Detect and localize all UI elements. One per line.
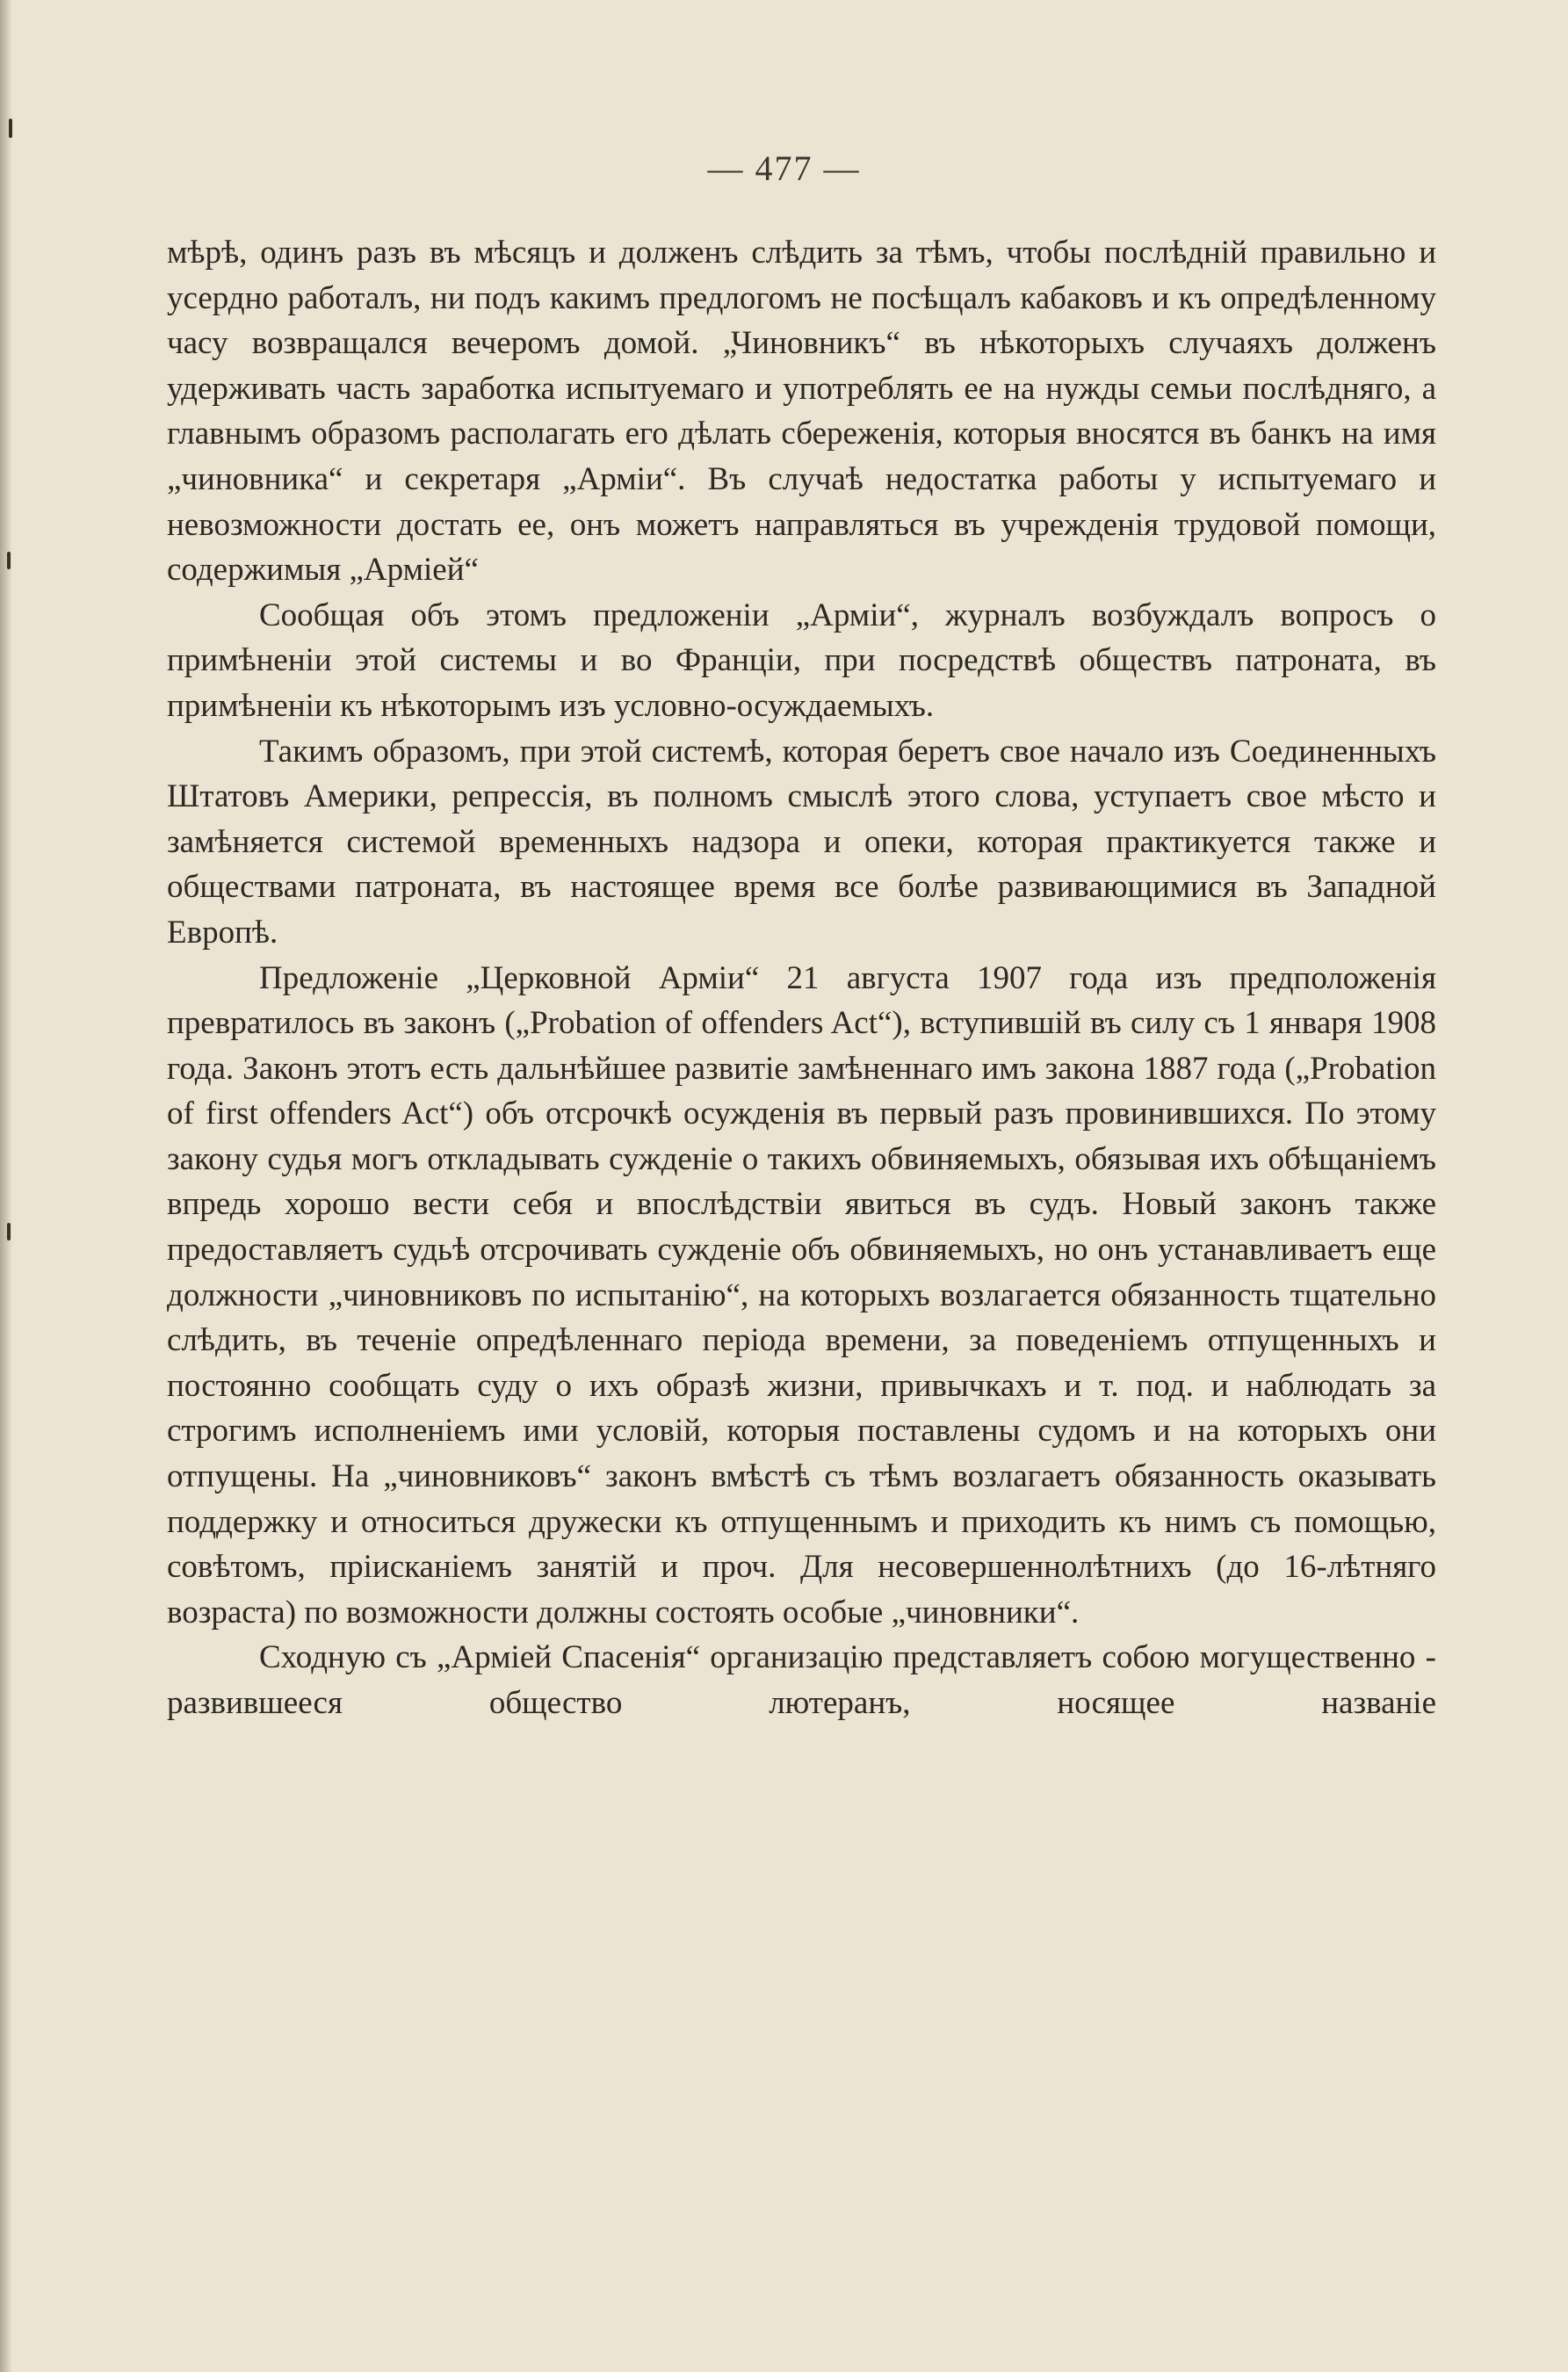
page-number: — 477 — bbox=[707, 148, 861, 188]
paragraph-3: Такимъ образомъ, при этой системѣ, которая беретъ свое начало изъ Соединенныхъ Штатовъ Америки, репрессія, въ полномъ смыслѣ этого слова, уступаетъ свое мѣсто и замѣняется системой временныхъ надзора и опеки, которая практикуется также и обществами патроната, въ настоящее время все болѣе развивающимися въ Западной Европѣ. bbox=[167, 733, 1436, 951]
margin-mark bbox=[7, 1223, 11, 1240]
paragraph-4: Предложеніе „Церковной Арміи“ 21 августа 1907 года изъ предположенія превратилось въ законъ („Probation of offenders Act“), вступившій въ силу съ 1 января 1908 года. Законъ этотъ есть дальнѣйшее развитіе замѣненнаго имъ закона 1887 года („Probation of first offenders Act“) объ отсрочкѣ осужденія въ первый разъ провинившихся. По этому закону судья могъ откладывать сужденіе о такихъ обвиняемыхъ, обязывая ихъ обѣщаніемъ впредь хорошо вести себя и впослѣдствіи явиться въ судъ. Новый законъ также предоставляетъ судьѣ отсрочивать сужденіе объ обвиняемыхъ, но онъ устанавливаетъ еще должности „чиновниковъ по испытанію“, на которыхъ возлагается обязанность тщательно слѣдить, въ теченіе опредѣленнаго періода времени, за поведеніемъ отпущенныхъ и постоянно сообщать суду о ихъ образѣ жизни, привычкахъ и т. под. и наблюдать за строгимъ исполненіемъ ими условій, которыя поставлены судомъ и на которыхъ они отпущены. На „чиновниковъ“ законъ вмѣстѣ съ тѣмъ возлагаетъ обязанность оказывать поддержку и относиться дружески къ отпущеннымъ и приходить къ нимъ съ помощью, совѣтомъ, пріисканіемъ занятій и проч. Для несовершеннолѣтнихъ (до 16-лѣтняго возраста) по возможности должны состоять особые „чиновники“. bbox=[167, 959, 1436, 1631]
margin-mark bbox=[7, 552, 11, 569]
margin-mark bbox=[9, 119, 12, 138]
page-edge-shadow bbox=[0, 0, 12, 2372]
paragraph-1: мѣрѣ, одинъ разъ въ мѣсяцъ и долженъ слѣдить за тѣмъ, чтобы послѣдній правильно и усердно работалъ, ни подъ какимъ предлогомъ не посѣщалъ кабаковъ и къ опредѣленному часу возвращался вечеромъ домой. „Чиновникъ“ въ нѣкоторыхъ случаяхъ долженъ удерживать часть заработка испытуемаго и употреблять ее на нужды семьи послѣдняго, а главнымъ образомъ располагать его дѣлать сбереженія, которыя вносятся въ банкъ на имя „чиновника“ и секретаря „Арміи“. Въ случаѣ недостатка работы у испытуемаго и невозможности достать ее, онъ можетъ направляться въ учрежденія трудовой помощи, содержимыя „Арміей“ bbox=[167, 235, 1436, 589]
paragraph-2: Сообщая объ этомъ предложеніи „Арміи“, журналъ возбуждалъ вопросъ о примѣненіи этой системы и во Франціи, при посредствѣ обществъ патроната, въ примѣненіи къ нѣкоторымъ изъ условно-осуждаемыхъ. bbox=[167, 597, 1436, 724]
body-text bbox=[167, 230, 1436, 1726]
paragraph-5: Сходную съ „Арміей Спасенія“ организацію представляетъ собою могущественно - развившееся общество лютеранъ, носящее названіе bbox=[167, 1639, 1436, 1721]
